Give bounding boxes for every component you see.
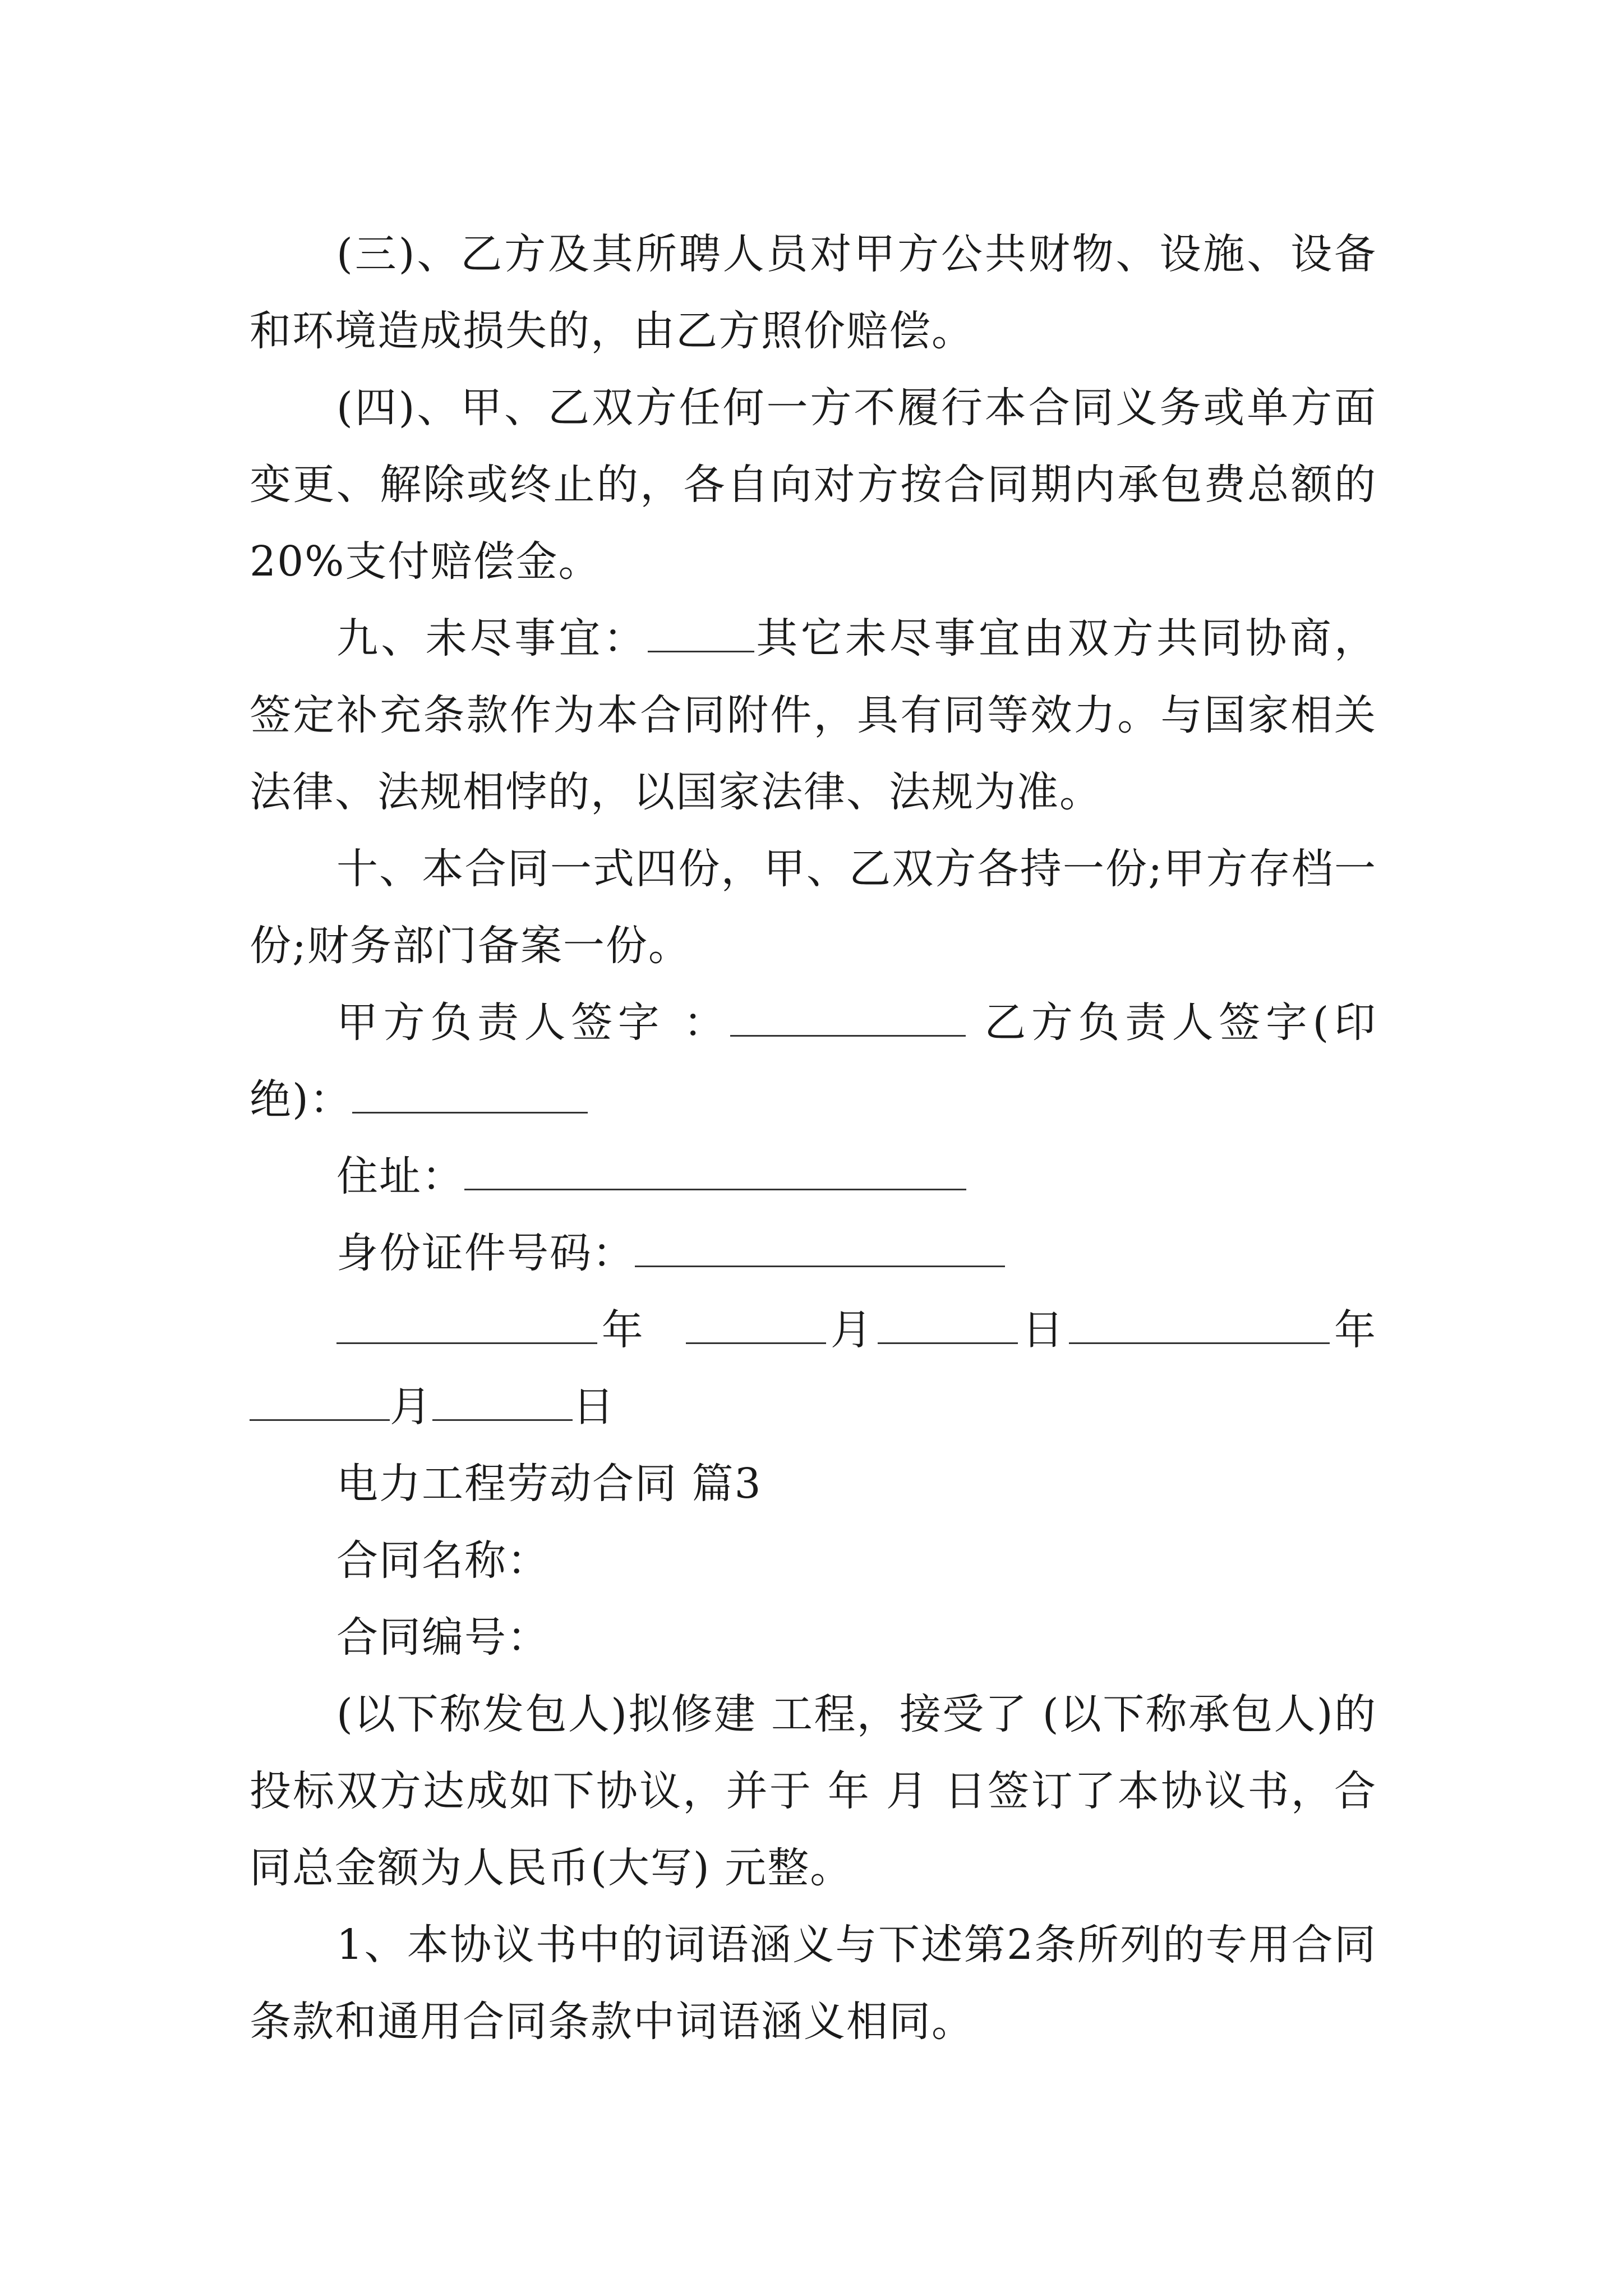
party-b-signature-label: 乙方负责人签字(印绝)： [250, 999, 1377, 1124]
id-number-label: 身份证件号码： [336, 1229, 635, 1277]
section-9-heading: 九、未尽事宜： [336, 614, 648, 662]
contract-number-paragraph [250, 1599, 1377, 1676]
contract-name-label: 合同名称： [336, 1536, 550, 1585]
date-blank-3 [878, 1303, 1018, 1344]
date-month-label-2: 月 [390, 1383, 432, 1431]
date-day-label-2: 日 [573, 1383, 615, 1431]
agreement-text: (以下称发包人)拟修建 工程，接受了 (以下称承包人)的投标双方达成如下协议，并于 年 月 日签订了本协议书，合同总金额为人民币(大写) 元整。 [250, 1690, 1377, 1892]
document-body [250, 216, 1377, 2060]
section-9-text: 其它未尽事宜由双方共同协商，签定补充条款作为本合同附件，具有同等效力。与国家相关法律、法规相悖的，以国家法律、法规为准。 [250, 614, 1377, 816]
clause-1-text: 1、本协议书中的词语涵义与下述第2条所列的专用合同条款和通用合同条款中词语涵义相同。 [250, 1921, 1377, 2046]
date-blank-2 [686, 1303, 826, 1344]
section-10-text: 十、本合同一式四份，甲、乙双方各持一份;甲方存档一份;财务部门备案一份。 [250, 845, 1377, 970]
clause-4-text: (四)、甲、乙双方任何一方不履行本合同义务或单方面变更、解除或终止的，各自向对方按合同期内承包费总额的20%支付赔偿金。 [250, 384, 1377, 586]
address-blank [464, 1149, 966, 1190]
section-title: 电力工程劳动合同 篇3 [336, 1460, 762, 1508]
party-a-signature-blank [730, 996, 966, 1037]
contract-number-label: 合同编号： [336, 1613, 550, 1662]
address-paragraph [250, 1138, 1377, 1215]
clause-1-paragraph [250, 1907, 1377, 2060]
signature-paragraph [250, 984, 1377, 1138]
section-10-paragraph [250, 831, 1377, 984]
address-label: 住址： [336, 1152, 464, 1200]
section-9-blank [648, 611, 754, 652]
date-blank-1 [336, 1303, 597, 1344]
date-month-label-1: 月 [826, 1306, 878, 1354]
id-number-blank [635, 1226, 1005, 1267]
contract-name-paragraph [250, 1522, 1377, 1599]
id-number-paragraph [250, 1215, 1377, 1292]
clause-3-text: (三)、乙方及其所聘人员对甲方公共财物、设施、设备和环境造成损失的，由乙方照价赔偿。 [250, 230, 1377, 355]
date-blank-6 [432, 1380, 573, 1421]
date-blank-5 [250, 1380, 390, 1421]
date-blank-4 [1069, 1303, 1330, 1344]
date-year-label-1: 年 [597, 1306, 649, 1354]
date-day-label-1: 日 [1017, 1306, 1069, 1354]
party-b-signature-blank [352, 1073, 588, 1114]
clause-4-paragraph [250, 370, 1377, 600]
section-title-paragraph [250, 1446, 1377, 1522]
date-paragraph [250, 1292, 1377, 1446]
date-year-label-2: 年 [1330, 1306, 1377, 1354]
clause-3-paragraph [250, 216, 1377, 370]
section-9-paragraph [250, 600, 1377, 831]
party-a-signature-label: 甲方负责人签字 ： [336, 999, 731, 1047]
agreement-paragraph [250, 1676, 1377, 1907]
